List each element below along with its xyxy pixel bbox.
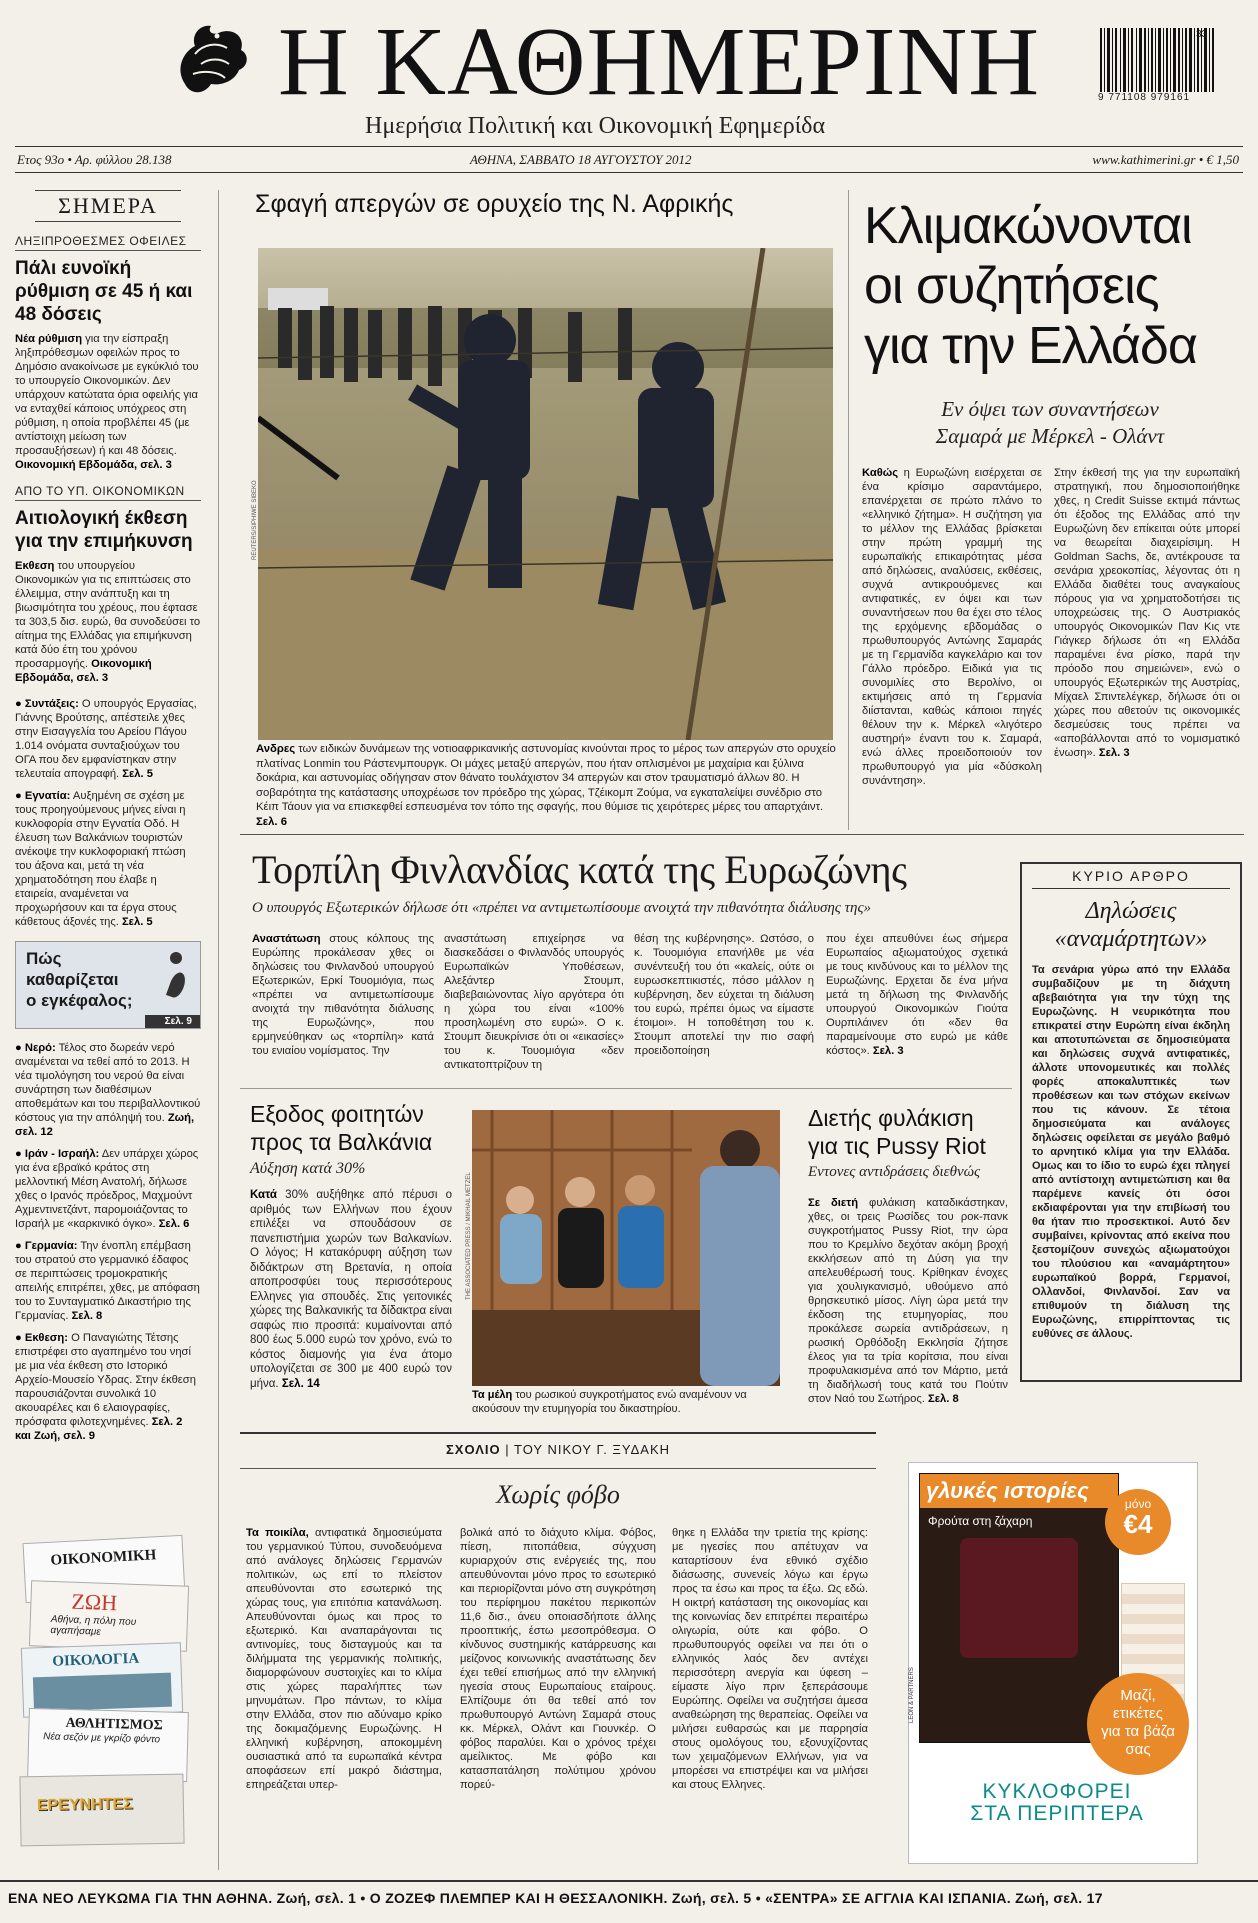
kathimerini-logo xyxy=(165,14,255,104)
ad-sticker-badge: Μαζί, ετικέτες για τα βάζα σας xyxy=(1087,1673,1189,1775)
finland-col4: που έχει απευθύνει έως σήμερα Ευρωπαίος αξιωματούχος σχετικά με τους κινδύνους και το μέλλον της Ευρωζώνης. Ερχεται δε ένα μήνα μετά τη δήλωση της Φινλανδής υπουργού Οικονομικών Γιούτα Ουρπιλάινεν ότι «δεν θα παραμείνουμε στο ευρώ με κάθε κόστος». Σελ. 3 xyxy=(826,933,1008,1057)
comment-top-rule xyxy=(240,1432,876,1434)
students-subheadline: Αύξηση κατά 30% xyxy=(250,1160,366,1177)
supplement-erevnites: ΕΡΕΥΝΗΤΕΣ xyxy=(19,1774,184,1847)
supplement-athlitismos: ΑΘΛΗΤΙΣΜΟΣ Νέα σεζόν με γκρίζο φόντο xyxy=(27,1708,189,1782)
ad-bottom-text: ΚΥΚΛΟΦΟΡΕΙ ΣΤΑ ΠΕΡΙΠΤΕΡΑ xyxy=(970,1780,1144,1825)
sidebar-divider xyxy=(218,190,219,1870)
sidebar-item2-body: Εκθεση του υπουργείου Οικονομικών για τις επιπτώσεις στο έλλειμμα, στην ανάπτυξη και τη βιωσιμότητα του χρέους, που έφτασε τα 303,5 δισ. ευρώ, θα συνοδεύσει το αίτημα της Ελλάδας για επιμήκυνση κατά δύο έτη του χρόνου προσαρμογής. Οικονομική Εβδομάδα, σελ. 3 xyxy=(15,560,201,684)
masthead-subtitle: Ημερήσια Πολιτική και Οικονομική Εφημερίδα xyxy=(365,113,826,139)
right-headline: Κλιμακώνονται οι συζητήσεις για την Ελλάδα xyxy=(864,197,1197,375)
pussy-photo-credit: THE ASSOCIATED PRESS / MIKHAIL METZEL xyxy=(466,1172,472,1300)
students-body: Κατά 30% αυξήθηκε από πέρυσι ο αριθμός των Ελλήνων που έχουν επιλέξει να σπουδάσουν σε πανεπιστήμια χωρών των Βαλκανίων. Ο λόγος; Η κατακόρυφη αύξηση των διδάκτρων στη Βρετανία, η οποία αποπροσφύει τους περισσότερους Ελληνες για σπουδές. Στις γειτονικές χώρες της Βαλκανικής τα δίδακτρα είναι σαφώς πιο προσιτά: κυμαίνονται από 800 έως 5.000 ευρώ τον χρόνο, ενώ το κόστος διαμονής για ένα άτομο υπολογίζεται σε 300 με 400 ευρώ τον μήνα. Σελ. 14 xyxy=(250,1189,452,1390)
sidebar-bullet-germany: ● Γερμανία: Την ένοπλη επέμβαση του στρατού στο γερμανικό έδαφος σε περιπτώσεις τρομοκρατικής απειλής επιτρέπει, χθες, με απόφαση του το Συνταγματικό Δικαστήριο της Γερμανίας. Σελ. 8 xyxy=(15,1240,200,1322)
sidebar-bullet-egnatia: ● Εγνατία: Αυξημένη σε σχέση με τους προηγούμενους μήνες είναι η κυκλοφορία στην Εγνατία Οδό. Η έλευση των Βαλκάνιων τουριστών ανέκοψε την κυκλοφοριακή πτώση του άξονα και, μετά τη νέα χρηματοδότηση που έλαβε η εταιρεία, αναμένεται να προχωρήσουν και τα έργα στους κάθετους άξονές της. Σελ. 5 xyxy=(15,790,186,928)
barcode-issue: 33 xyxy=(1196,29,1208,40)
supplement-oikologia: ΟΙΚΟΛΟΓΙΑ xyxy=(21,1642,183,1718)
finland-subheadline: Ο υπουργός Εξωτερικών δήλωσε ότι «πρέπει να αντιμετωπίσουμε ανοιχτά την πιθανότητα διάλυσης της» xyxy=(252,900,872,916)
barcode-number: 9 771108 979161 xyxy=(1098,92,1191,103)
supplement-oikonomiki: ΟΙΚΟΝΟΜΙΚΗ xyxy=(23,1535,186,1603)
lead-caption: Ανδρες των ειδικών δυνάμεων της νοτιοαφρικανικής αστυνομίας κινούνται προς το μέρος των απεργών στο ορυχείο πλατίνας Lonmin του Ράστενμπουργκ. Οι μάχες μεταξύ απεργών, που ήταν οπλισμένοι με μαχαίρια και ξύλινα δοκάρια, και αστυνομίας οδήγησαν στον θάνατο τουλάχιστον 34 απεργών και στον τραυματισμό άλλων 80. Η σοβαρότητα της κατάστασης υποχρέωσε τον πρόεδρο της χώρας, Τζέικομπ Ζούμα, να εγκαταλείψει συνέδριο στο Κέιπ Τάουν για να επισκεφθεί εσπευσμένα τον τόπο της σφαγής, που θύμισε τις χειρότερες μέρες του απαρτχάιντ. Σελ. 6 xyxy=(256,743,836,828)
sidebar-bullet-pensions: ● Συντάξεις: Ο υπουργός Εργασίας, Γιάννης Βρούτσης, απέστειλε χθες στην Εισαγγελία του Αρείου Πάγου 1.014 ονόματα συνταξιούχων του ΟΓΑ που δεν εμφανίστηκαν στην τελευταία απογραφή. Σελ. 5 xyxy=(15,698,197,780)
editorial-title: Δηλώσεις «αναμάρτητων» xyxy=(1054,898,1208,952)
brain-promo-title: Πώς καθαρίζεται ο εγκέφαλος; xyxy=(26,949,133,1010)
ad-sweet-stories[interactable] xyxy=(908,1462,1198,1864)
jar-icon xyxy=(960,1538,1078,1658)
supplements-stack[interactable] xyxy=(18,1535,190,1875)
brain-promo-box[interactable] xyxy=(15,941,201,1029)
issue-date: ΑΘΗΝΑ, ΣΑΒΒΑΤΟ 18 ΑΥΓΟΥΣΤΟΥ 2012 xyxy=(470,152,692,167)
comment-mid-rule xyxy=(240,1468,876,1469)
students-headline: Εξοδος φοιτητών προς τα Βαλκάνια xyxy=(250,1101,433,1155)
sidebar-item1-headline: Πάλι ευνοϊκή ρύθμιση σε 45 ή και 48 δόσεις xyxy=(15,258,193,325)
right-story-col2: Στην έκθεσή της για την ευρωπαϊκή στρατηγική, που δημοσιοποιήθηκε χθες, η Credit Suisse εκτιμά πάντως ότι έξοδος της Ελλάδας από την Ευρωζώνη δεν επίκειται ούτε μπορεί να θεωρείται διαχειρίσιμη. Η Goldman Sachs, δε, αντέκρουσε τα σενάρια χρεοκοπίας, λέγοντας ότι η Ελλάδα διαθέτει τους αναγκαίους πόρους για να χρηματοδοτήσει τις υποχρεώσεις της. Ο Αυστριακός υπουργός Οικονομικών Παν Κις ντε Γιάγκερ δήλωσε ότι «η Ελλάδα παραμένει ένα ρίσκο, παρά την πρόοδο που σημειώνει», ενώ ο υπουργός Εξωτερικών της Αυστρίας, Μίχαελ Σπιντελέγκερ, δήλωσε ότι οι χώρες που αθετούν τις οικονομικές δεσμεύσεις τους πρέπει να «αποβάλλονται από το νομισματικό ένωση». Σελ. 3 xyxy=(1054,467,1240,759)
comment-title: Χωρίς φόβο xyxy=(496,1480,620,1509)
editorial-box xyxy=(1020,862,1242,1382)
comment-header: ΣΧΟΛΙΟ | ΤΟΥ ΝΙΚΟΥ Γ. ΞΥΔΑΚΗ xyxy=(446,1442,670,1457)
sidebar-bullet-iran: ● Ιράν - Ισραήλ: Δεν υπάρχει χώρος για ένα εβραϊκό κράτος στη μελλοντική Μέση Ανατολή, δήλωσε χθες ο Ιρανός πρόεδρος, Μαχμούντ Αχμεντινετζάντ, παρομοιάζοντας το Ισραήλ με «καρκινικό όγκο». Σελ. 6 xyxy=(15,1148,199,1230)
lead-divider xyxy=(848,190,849,830)
sidebar-bullet-exhibition: ● Εκθεση: Ο Παναγιώτης Τέτσης επιστρέφει στο αγαπημένο του νησί με μια νέα έκθεση στο Ιστορικό Αρχείο-Μουσείο Υδρας. Στην έκθεση παρουσιάζονται συνολικά 10 ακουαρέλες και 6 ελαιογραφίες, πρόσφατα φιλοτεχνημένες. Σελ. 2 και Ζωή, σελ. 9 xyxy=(15,1332,196,1442)
finland-col1: Αναστάτωση στους κόλπους της Ευρώπης προκάλεσαν χθες οι δηλώσεις του Φινλανδού υπουργού Εξωτερικών, Ερκί Τουομιόγια, πως «πρέπει να αντιμετωπίσουμε ανοιχτά την πιθανότητα διάλυσης της Ευρωζώνης», που ερμηνεύθηκαν ως «τορπίλη» κατά του ενιαίου νομίσματος. Την xyxy=(252,933,434,1057)
finland-divider xyxy=(240,1088,1012,1089)
ad-price-badge: μόνο €4 xyxy=(1105,1489,1171,1555)
sidebar xyxy=(15,190,201,1443)
pussy-subheadline: Εντονες αντιδράσεις διεθνώς xyxy=(808,1164,981,1180)
today-label: ΣΗΜΕΡΑ xyxy=(35,190,181,222)
semicolon-dot-icon xyxy=(170,952,182,964)
ad-brand: γλυκές ιστορίες xyxy=(920,1474,1118,1508)
pussy-headline: Διετής φυλάκιση για τις Pussy Riot xyxy=(808,1105,986,1159)
issue-site-price: www.kathimerini.gr • € 1,50 xyxy=(1092,152,1239,167)
issue-year: Ετος 93ο • Αρ. φύλλου 28.138 xyxy=(17,152,172,167)
masthead-title: Η ΚΑΘΗΜΕΡΙΝΗ xyxy=(278,8,1041,116)
sidebar-bullet-water: ● Νερό: Τέλος στο δωρεάν νερό αναμένεται να τεθεί από το 2013. Η νέα τιμολόγηση του νερού θα είναι συνάρτηση των διαθέσιμων αποθεμάτων και του περιβαλλοντικού κόστους για την απόληψή του. Ζωή, σελ. 12 xyxy=(15,1042,201,1138)
right-story-col1: Καθώς η Ευρωζώνη εισέρχεται σε ένα κρίσιμο σαραντάμερο, επανέρχεται σε πρώτο πλάνο το «ελληνικό ζήτημα». Η συζήτηση για το μέλλον της Ελλάδας βρίσκεται στην πρώτη γραμμή της ευρωπαϊκής επικαιρότητας μέσα από δηλώσεις, αναλύσεις, εκθέσεις, συχνά αντικρουόμενες και αντιφατικές, εν όψει και των συναντήσεων που θα έχει στο τέλος της ερχόμενης εβδομάδας ο πρωθυπουργός Αντώνης Σαμαράς με τη Γερμανίδα καγκελάριο και τον Γάλλο πρόεδρο. Ειδικά για τις συνομιλίες στο Βερολίνο, οι εκτιμήσεις από τη Γερμανία διίστανται, καθώς κάποιοι πηγές θέλουν την κ. Μέρκελ «λιγότερο αυστηρή» έναντι του κ. Σαμαρά, ενώ άλλες προειδοποιούν τον πρωθυπουργό για μία «δύσκολη συνάντηση». xyxy=(862,467,1042,787)
lead-photo xyxy=(258,248,833,740)
editorial-body: Τα σενάρια γύρω από την Ελλάδα συμβαδίζουν με τη διάχυτη αβεβαιότητα για την τύχη της Ευρωζώνης. Η νευρικότητα που επικρατεί στην Ευρώπη είναι έκδηλη και αποτυπώνεται σε δημοσιεύματα και δηλώσεις συχνά αντιφατικές, άλλοτε υπονομευτικές και πολλές φορές αποκαλυπτικές των προθέσεων και των στόχων εκείνων που τις κάνουν. Σε τέτοια δημοσιεύματα και ανάλογες δηλώσεις οφείλεται σε μεγάλο βαθμό το αρνητικό κλίμα για την Ελλάδα. Ομως και το ίδιο το ευρώ έχει πληγεί από αντίστοιχη αντιμετώπιση και θα παρέμενε κανείς ότι όσοι εκδιαφέρονται για την επιβίωσή του θα ήταν πιο προσεκτικοί. Αυτό δεν συμβαίνει, κρίνοντας από εκείνα που ξεστομίζουν συνεχώς αξιωματούχοι του πλούσιου και «αναμάρτητου» ευρωπαϊκού βορρά, Γερμανοί, Ολλανδοί, Φινλανδοί. Σαν να επιθυμούν τη διάλυση της Ευρωζώνης, επιρρίπτοντας τις ευθύνες σε άλλους. xyxy=(1032,964,1230,1340)
top-section-divider xyxy=(240,834,1244,835)
editorial-label: ΚΥΡΙΟ ΑΡΘΡΟ xyxy=(1032,864,1230,889)
supplement-zoi: ΖΩΗ Αθήνα, η πόλη που αγαπήσαμε xyxy=(29,1580,189,1651)
comment-col2: βολικά από το διάχυτο κλίμα. Φόβος, πίεση, πιτοπάθεια, σύγχυση κυριαρχούν στις ενέργειές της, που απευθύνονται μόνο προς το εσωτερικό και περιορίζονται μόνο στη συγκρότηση του περίφημου πακέτου περικοπών 11,6 δισ., άνευ οποιασδήποτε άλλης προοπτικής, έστω μεσοπρόθεσμα. Ο κίνδυνος συστημικής κατάρρευσης και μείζονος κοινωνικής αναστάτωσης δεν έχει τεθεί επισήμως από την ελληνική ηγεσία στους Ευρωπαίους εταίρους. Ελπίζουμε ότι θα τεθεί από τον πρωθυπουργό Αντώνη Σαμαρά στους κκ. Μέρκελ, Ολάντ και Γιουνκέρ. Ο φόβος παραλύει. Και ο χρόνος τρέχει αμείλικτος. Με φόβο και κατασπατάληση πολύτιμου χρόνου πορεύ- xyxy=(460,1527,656,1791)
finland-headline: Τορπίλη Φινλανδίας κατά της Ευρωζώνης xyxy=(252,847,907,892)
comment-col1: Τα ποικίλα, αντιφατικά δημοσιεύματα του γερμανικού Τύπου, συνοδευόμενα από ανάλογες δηλώσεις Γερμανών πολιτικών, ως επί το πλείστον απευθύνονται στο εσωτερικό της χώρας τους, για επιτόπια κατανάλωση. Απευθύνονται όμως και προς το εξωτερικό. Και αναπαράγονται τις αντινομίες, τους δισταγμούς και τα διλήμματα της γερμανικής πολιτικής, διαμορφώνουν συστοιχίες και το κλίμα στις χώρες παραλήπτες των μηνυμάτων. Προ πάντων, το κλίμα στην Ελλάδα, στον πιο αδύναμο κρίκο της δοκιμαζόμενης Ευρωζώνης. Η ελληνική κυβέρνηση, αποκομμένη ουσιαστικά από τα ευρωπαϊκά κέντρα αποφάσεων επί μακρό διάστημα, επηρεάζεται υπερ- xyxy=(246,1527,442,1791)
ad-agency: LEON & PARTNERS xyxy=(909,1667,915,1723)
semicolon-tail-icon xyxy=(166,970,188,999)
sidebar-item2-headline: Αιτιολογική έκθεση για την επιμήκυνση xyxy=(15,508,193,552)
pussy-riot-photo xyxy=(472,1110,780,1386)
ad-cover-title: Φρούτα στη ζάχαρη xyxy=(928,1514,1033,1528)
brain-promo-ref: Σελ. 9 xyxy=(145,1015,200,1028)
pussy-caption: Τα μέλη του ρωσικού συγκροτήματος ενώ αναμένουν να ακούσουν την ετυμηγορία του δικαστηρίου. xyxy=(472,1389,747,1415)
sidebar-item2-section: ΑΠΟ ΤΟ ΥΠ. ΟΙΚΟΝΟΜΙΚΩΝ xyxy=(15,484,201,501)
right-subheadline: Εν όψει των συναντήσεων Σαμαρά με Μέρκελ - Ολάντ xyxy=(935,397,1165,448)
sidebar-item1-section: ΛΗΞΙΠΡΟΘΕΣΜΕΣ ΟΦΕΙΛΕΣ xyxy=(15,234,201,251)
pussy-body: Σε διετή φυλάκιση καταδικάστηκαν, χθες, οι τρεις Ρωσίδες του ροκ-πανκ συγκροτήματος Pussy Riot, την ώρα που το Κρεμλίνο δεχόταν ακόμη βροχή εκκλήσεων από τη Δύση για την απελευθέρωσή τους. Κρίθηκαν ένοχες για χουλιγκανισμό, υθούμενο από θρησκευτικό μίσος. Λίγη ώρα μετά την έκδοση της ετυμηγορίας, που προκάλεσε σωρεία αντιδράσεων, η ρωσική Ορθόδοξη Εκκλησία ζήτησε έλεος για τα τρία κορίτσια, που είναι προφυλακισμένα από τον Μάρτιο, μετά τη διαδήλωσή τους κατά του Πούτιν στον Ναό του Σωτήρος. Σελ. 8 xyxy=(808,1197,1008,1405)
lead-photo-credit: REUTERS/SIPHIWE SIBEKO xyxy=(252,480,258,560)
lead-headline: Σφαγή απεργών σε ορυχείο της Ν. Αφρικής xyxy=(255,190,734,218)
footer-bar: ΕΝΑ ΝΕΟ ΛΕΥΚΩΜΑ ΓΙΑ ΤΗΝ ΑΘΗΝΑ. Ζωή, σελ. 1 • Ο ΖΟΖΕΦ ΠΛΕΜΠΕΡ ΚΑΙ Η ΘΕΣΣΑΛΟΝΙΚΗ. Ζωή, σελ. 5 • «ΣΕΝΤΡΑ» ΣΕ ΑΓΓΛΙΑ ΚΑΙ ΙΣΠΑΝΙΑ. Ζωή, σελ. 17 xyxy=(0,1880,1258,1916)
finland-col2: αναστάτωση επιχείρησε να διασκεδάσει ο Φινλανδός υπουργός Ευρωπαϊκών Υποθέσεων, Αλεξάντερ Στουμπ, διαβεβαιώνοντας λίγο αργότερα ότι η χώρα του είναι «100% προσηλωμένη στο ευρώ». Ο κ. Στουμπ διευκρίνισε ότι οι «εικασίες» του κ. Τουομιόγια «δεν αντικατοπτρίζουν τη xyxy=(444,933,624,1071)
finland-col3: θέση της κυβέρνησης». Ωστόσο, ο κ. Τουομιόγια επανήλθε με νέα συνέντευξή του ότι «καλείς, ούτε οι ευρωσκεπτικιστές, πόσο μάλλον η κυβέρνηση, δεν εύχεται τη διάλυση του ευρώ, πρέπει όμως να είμαστε έτοιμοι». Η τοποθέτηση του κ. Στουμπ αποτελεί την πιο σαφή προειδοποίηση xyxy=(634,933,814,1057)
issue-bar xyxy=(15,146,1243,173)
comment-col3: θηκε η Ελλάδα την τριετία της κρίσης: με ηγεσίες που απέτυχαν να καταρτίσουν ένα εθνικό σχέδιο διάσωσης, συνενείς λόγω και έργω προς τα έσω και προς τα έξω. Ως εδώ. Η οικτρή κατάσταση της οικονομίας και της κοινωνίας δεν επιτρέπει περαιτέρω ολιγωρία, ούτε και φόβο. Ο πρωθυπουργός οφείλει να πει ότι ο ελληνικός λαός δεν αντέχει περισσότερη ανεργία και ύφεση –είμαστε λίγο πριν ξεπεράσουμε Ευρώπης. Οφείλει να συζητήσει άμεσα αναθεώρηση της θεραπείας. Οφείλει να μιλήσει ευθαρσώς και με παρρησία στους ομολόγους του, εξονυχίζοντας των χειμαζόμενων Ελλήνων, για να μπορέσει να επιστρέψει και να μιλήσει και στους Ελληνες. xyxy=(672,1527,868,1791)
sidebar-item1-body: Νέα ρύθμιση για την είσπραξη ληξιπρόθεσμων οφειλών προς το Δημόσιο ανακοίνωσε με εγκύκλιό του το υπουργείο Οικονομικών. Δεν υπάρχουν κατώτατα όρια οφειλής για να ενταχθεί κάποιος υπόχρεος στη ρύθμιση, η οποία προβλέπει 45 (με αντίστοιχη μείωση των προσαυξήσεων) ή και 48 δόσεις. Οικονομική Εβδομάδα, σελ. 3 xyxy=(15,333,199,471)
